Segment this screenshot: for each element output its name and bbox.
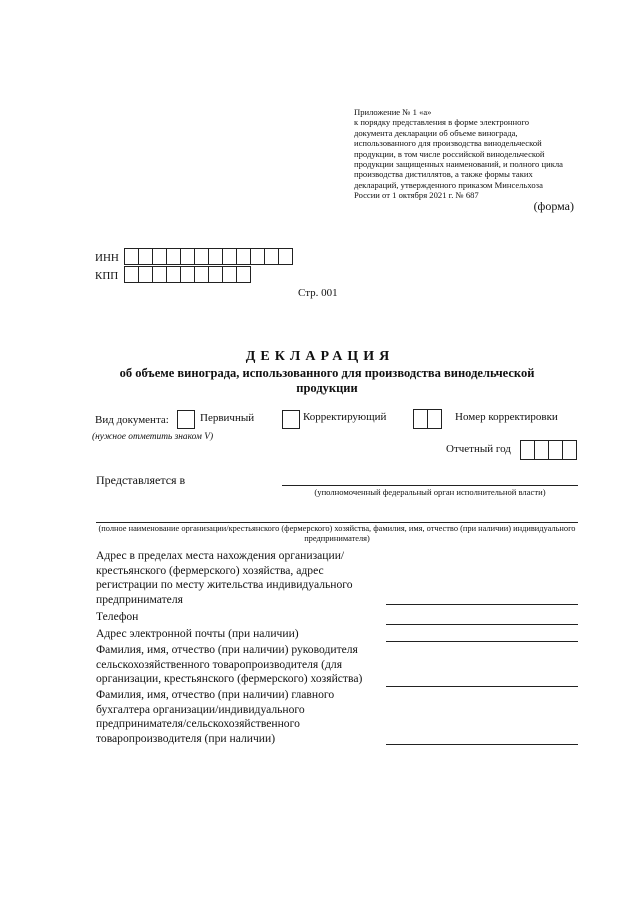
inn-cell[interactable] [222,248,237,265]
organization-caption: (полное наименование организации/крестьянского (фермерского) хозяйства, фамилия, имя, отчество (при наличии) индивидуального предпринимателя) [98,524,576,544]
kpp-cell[interactable] [124,266,139,283]
submitted-label: Представляется в [96,473,186,487]
kpp-cell[interactable] [180,266,195,283]
phone-input-line[interactable] [386,624,578,625]
correction-number-cells[interactable] [414,409,442,429]
inn-cell[interactable] [264,248,279,265]
accountant-input-line[interactable] [386,744,578,745]
year-cell[interactable] [534,440,549,460]
inn-label: ИНН [95,252,119,264]
inn-cells[interactable] [125,248,293,265]
inn-cell[interactable] [166,248,181,265]
email-label: Адрес электронной почты (при наличии) [96,627,299,640]
kpp-cell[interactable] [138,266,153,283]
inn-cell[interactable] [138,248,153,265]
organization-input-line[interactable] [96,522,578,523]
inn-cell[interactable] [278,248,293,265]
address-input-line[interactable] [386,604,578,605]
kpp-cell[interactable] [222,266,237,283]
director-input-line[interactable] [386,686,578,687]
kpp-cell[interactable] [166,266,181,283]
kpp-label: КПП [95,270,119,282]
kpp-cell[interactable] [208,266,223,283]
authority-caption: (уполномоченный федеральный орган исполнительной власти) [314,487,546,497]
address-label: Адрес в пределах места нахождения организации/ крестьянского (фермерского) хозяйства, адрес регистрации по месту жительства индивидуального предпринимателя [96,549,353,606]
appendix-line: продукции, в том числе российской винодельческой [354,148,545,159]
corrective-checkbox[interactable] [282,410,300,429]
inn-cell[interactable] [250,248,265,265]
document-subtitle: об объеме винограда, использованного для производства винодельческой продукции [119,366,535,395]
appendix-line: использованного для производства винодельческой [354,138,542,149]
appendix-line: России от 1 октября 2021 г. № 687 [354,190,479,201]
correction-cell[interactable] [427,409,442,429]
inn-cell[interactable] [124,248,139,265]
director-name-label: Фамилия, имя, отчество (при наличии) руководителя сельскохозяйственного товаропроизводителя (для организации, крестьянского (фермерского) хозяйства) [96,643,363,686]
inn-cell[interactable] [194,248,209,265]
report-year-label: Отчетный год [446,443,511,455]
correction-cell[interactable] [413,409,428,429]
appendix-line: Приложение № 1 «а» [354,107,432,117]
mark-note: (нужное отметить знаком V) [92,432,214,442]
appendix-line: производства дистиллятов, а также формы таких [354,169,533,180]
phone-label: Телефон [96,610,139,623]
inn-cell[interactable] [208,248,223,265]
kpp-cell[interactable] [236,266,251,283]
email-input-line[interactable] [386,641,578,642]
appendix-line: документа декларации об объеме винограда, [354,127,518,138]
corrective-label: Корректирующий [303,411,387,423]
document-title: ДЕКЛАРАЦИЯ [245,349,395,364]
appendix-line: деклараций, утвержденного приказом Минсельхоза [354,179,543,190]
doc-type-label: Вид документа: [95,414,169,426]
kpp-cell[interactable] [152,266,167,283]
accountant-name-label: Фамилия, имя, отчество (при наличии) главного бухгалтера организации/индивидуального предпринимателя/сельскохозяйственного товаропроизводителя (при наличии) [96,688,335,745]
authority-input-line[interactable] [282,485,578,486]
year-cell[interactable] [562,440,577,460]
correction-number-label: Номер корректировки [455,411,558,423]
primary-label: Первичный [200,412,255,424]
appendix-line: к порядку представления в форме электронного [354,117,530,128]
year-cell[interactable] [520,440,535,460]
primary-checkbox[interactable] [177,410,195,429]
inn-cell[interactable] [236,248,251,265]
form-label: (форма) [533,199,574,213]
inn-cell[interactable] [180,248,195,265]
page-number: Стр. 001 [298,287,338,299]
kpp-cell[interactable] [194,266,209,283]
appendix-reference [354,107,584,201]
appendix-line: продукции защищенных наименований, и полного цикла [354,159,563,170]
year-cell[interactable] [548,440,563,460]
inn-cell[interactable] [152,248,167,265]
report-year-cells[interactable] [521,440,577,460]
kpp-cells[interactable] [125,266,251,283]
